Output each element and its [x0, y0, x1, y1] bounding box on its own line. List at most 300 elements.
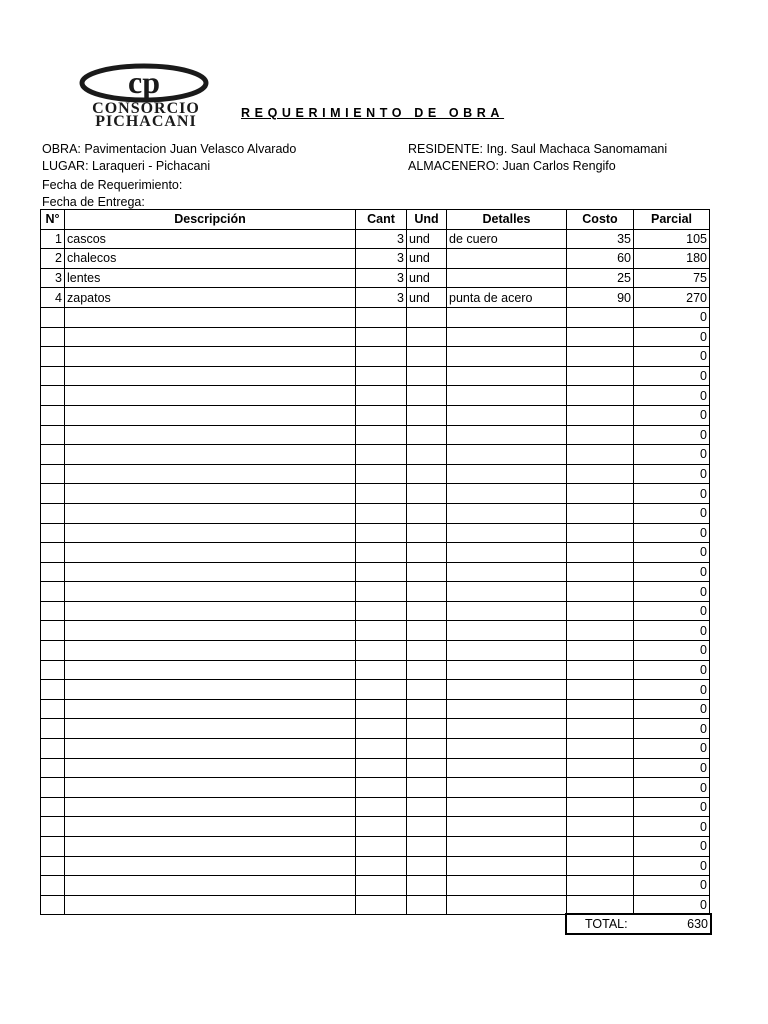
cell-costo — [567, 366, 634, 386]
cell-cant — [356, 327, 407, 347]
cell-costo — [567, 856, 634, 876]
cell-detalles — [447, 719, 567, 739]
cell-und: und — [407, 288, 447, 308]
cell-cant — [356, 484, 407, 504]
cell-costo — [567, 817, 634, 837]
cell-costo — [567, 347, 634, 367]
cell-costo — [567, 797, 634, 817]
table-row — [41, 699, 710, 719]
cell-und — [407, 758, 447, 778]
table-row — [41, 366, 710, 386]
cell-parcial: 0 — [634, 347, 710, 367]
cell-parcial: 0 — [634, 503, 710, 523]
cell-und — [407, 503, 447, 523]
cell-cant: 3 — [356, 229, 407, 249]
cell-descripcion — [65, 327, 356, 347]
cell-cant — [356, 601, 407, 621]
requirements-table — [40, 209, 710, 915]
cell-numero — [41, 425, 65, 445]
cell-costo: 35 — [567, 229, 634, 249]
cell-costo — [567, 699, 634, 719]
cell-cant — [356, 405, 407, 425]
cell-cant — [356, 660, 407, 680]
cell-detalles: punta de acero — [447, 288, 567, 308]
cell-numero: 2 — [41, 249, 65, 269]
cell-cant: 3 — [356, 288, 407, 308]
cell-descripcion — [65, 660, 356, 680]
table-row — [41, 268, 710, 288]
cell-descripcion — [65, 405, 356, 425]
cell-costo — [567, 837, 634, 857]
cell-und — [407, 582, 447, 602]
cell-und — [407, 366, 447, 386]
cell-parcial: 0 — [634, 425, 710, 445]
cell-numero — [41, 680, 65, 700]
cell-und — [407, 327, 447, 347]
cell-parcial: 0 — [634, 837, 710, 857]
cell-cant — [356, 817, 407, 837]
cell-detalles — [447, 699, 567, 719]
cell-detalles — [447, 386, 567, 406]
cell-numero — [41, 307, 65, 327]
table-row — [41, 562, 710, 582]
cell-detalles — [447, 562, 567, 582]
cell-detalles — [447, 523, 567, 543]
table-row — [41, 621, 710, 641]
cell-und — [407, 523, 447, 543]
cell-descripcion — [65, 680, 356, 700]
header-cant: Cant — [356, 210, 407, 230]
cell-descripcion — [65, 543, 356, 563]
cell-descripcion — [65, 621, 356, 641]
cell-costo — [567, 739, 634, 759]
cell-numero — [41, 366, 65, 386]
cell-costo — [567, 641, 634, 661]
cell-descripcion — [65, 817, 356, 837]
cell-costo — [567, 386, 634, 406]
total-value: 630 — [687, 917, 708, 931]
lugar-field: LUGAR: Laraqueri - Pichacani — [42, 159, 211, 173]
cell-descripcion — [65, 503, 356, 523]
cell-cant — [356, 837, 407, 857]
cell-und — [407, 778, 447, 798]
table-row — [41, 817, 710, 837]
header-und: Und — [407, 210, 447, 230]
cell-detalles: de cuero — [447, 229, 567, 249]
cell-parcial: 0 — [634, 680, 710, 700]
cell-parcial: 0 — [634, 484, 710, 504]
cell-und — [407, 719, 447, 739]
logo-mark: cp — [128, 64, 160, 100]
cell-cant — [356, 856, 407, 876]
cell-parcial: 0 — [634, 739, 710, 759]
table-row — [41, 719, 710, 739]
cell-parcial: 0 — [634, 582, 710, 602]
cell-cant — [356, 347, 407, 367]
table-row — [41, 895, 710, 915]
cell-numero — [41, 503, 65, 523]
table-row — [41, 307, 710, 327]
header-descripcion: Descripción — [65, 210, 356, 230]
table-row — [41, 425, 710, 445]
obra-field: OBRA: Pavimentacion Juan Velasco Alvarado — [42, 142, 297, 156]
cell-und — [407, 543, 447, 563]
cell-numero — [41, 347, 65, 367]
cell-numero — [41, 327, 65, 347]
cell-cant — [356, 425, 407, 445]
total-label: TOTAL: — [585, 917, 628, 931]
cell-numero: 1 — [41, 229, 65, 249]
table-row — [41, 876, 710, 896]
cell-detalles — [447, 856, 567, 876]
cell-parcial: 0 — [634, 895, 710, 915]
cell-costo — [567, 778, 634, 798]
cell-costo — [567, 543, 634, 563]
table-row — [41, 680, 710, 700]
cell-und — [407, 445, 447, 465]
cell-numero — [41, 876, 65, 896]
cell-numero — [41, 641, 65, 661]
cell-detalles — [447, 778, 567, 798]
cell-detalles — [447, 405, 567, 425]
cell-parcial: 0 — [634, 327, 710, 347]
cell-parcial: 180 — [634, 249, 710, 269]
table-row — [41, 543, 710, 563]
cell-parcial: 105 — [634, 229, 710, 249]
cell-descripcion: cascos — [65, 229, 356, 249]
cell-cant — [356, 503, 407, 523]
cell-cant — [356, 386, 407, 406]
cell-descripcion — [65, 719, 356, 739]
cell-und — [407, 660, 447, 680]
cell-detalles — [447, 876, 567, 896]
cell-costo: 90 — [567, 288, 634, 308]
cell-und: und — [407, 268, 447, 288]
cell-costo — [567, 895, 634, 915]
cell-numero — [41, 837, 65, 857]
header-parcial: Parcial — [634, 210, 710, 230]
cell-cant — [356, 739, 407, 759]
cell-detalles — [447, 484, 567, 504]
cell-numero — [41, 778, 65, 798]
table-row — [41, 288, 710, 308]
cell-detalles — [447, 739, 567, 759]
cell-descripcion — [65, 895, 356, 915]
cell-cant — [356, 445, 407, 465]
cell-detalles — [447, 895, 567, 915]
cell-parcial: 0 — [634, 758, 710, 778]
cell-und — [407, 739, 447, 759]
cell-costo — [567, 327, 634, 347]
cell-und — [407, 562, 447, 582]
cell-und — [407, 405, 447, 425]
table-row — [41, 249, 710, 269]
cell-cant: 3 — [356, 249, 407, 269]
cell-numero — [41, 523, 65, 543]
cell-cant — [356, 758, 407, 778]
almacenero-field: ALMACENERO: Juan Carlos Rengifo — [408, 159, 616, 173]
cell-und — [407, 464, 447, 484]
cell-descripcion — [65, 601, 356, 621]
table-row — [41, 386, 710, 406]
cell-und — [407, 484, 447, 504]
cell-detalles — [447, 817, 567, 837]
cell-numero — [41, 464, 65, 484]
cell-costo — [567, 562, 634, 582]
table-row — [41, 327, 710, 347]
company-logo — [62, 62, 230, 130]
cell-costo — [567, 503, 634, 523]
residente-field: RESIDENTE: Ing. Saul Machaca Sanomamani — [408, 142, 668, 156]
cell-und — [407, 641, 447, 661]
cell-parcial: 0 — [634, 641, 710, 661]
cell-cant: 3 — [356, 268, 407, 288]
cell-descripcion — [65, 307, 356, 327]
cell-descripcion — [65, 797, 356, 817]
cell-cant — [356, 523, 407, 543]
cell-descripcion — [65, 876, 356, 896]
cell-descripcion: chalecos — [65, 249, 356, 269]
cell-detalles — [447, 758, 567, 778]
cell-detalles — [447, 837, 567, 857]
table-row — [41, 464, 710, 484]
cell-cant — [356, 307, 407, 327]
table-row — [41, 641, 710, 661]
cell-costo — [567, 445, 634, 465]
logo-line1: CONSORCIO — [92, 100, 200, 117]
cell-und — [407, 307, 447, 327]
cell-costo — [567, 758, 634, 778]
cell-cant — [356, 895, 407, 915]
cell-und: und — [407, 229, 447, 249]
cell-costo — [567, 601, 634, 621]
table-row — [41, 778, 710, 798]
table-row — [41, 582, 710, 602]
cell-numero — [41, 758, 65, 778]
cell-und — [407, 895, 447, 915]
cell-costo — [567, 405, 634, 425]
cell-costo — [567, 464, 634, 484]
cell-cant — [356, 464, 407, 484]
table-row — [41, 837, 710, 857]
cell-cant — [356, 543, 407, 563]
cell-und — [407, 386, 447, 406]
cell-detalles — [447, 543, 567, 563]
table-row — [41, 660, 710, 680]
cell-detalles — [447, 797, 567, 817]
cell-costo: 60 — [567, 249, 634, 269]
cell-parcial: 0 — [634, 699, 710, 719]
header-costo: Costo — [567, 210, 634, 230]
cell-descripcion — [65, 484, 356, 504]
cell-detalles — [447, 503, 567, 523]
cell-numero — [41, 817, 65, 837]
cell-cant — [356, 562, 407, 582]
cell-detalles — [447, 249, 567, 269]
cell-parcial: 0 — [634, 445, 710, 465]
table-row — [41, 503, 710, 523]
cell-costo — [567, 719, 634, 739]
cell-descripcion — [65, 758, 356, 778]
cell-cant — [356, 582, 407, 602]
cell-cant — [356, 641, 407, 661]
table-header-row — [41, 210, 710, 230]
cell-und — [407, 856, 447, 876]
cell-descripcion — [65, 837, 356, 857]
header-numero: N° — [41, 210, 65, 230]
cell-und — [407, 797, 447, 817]
cell-descripcion: zapatos — [65, 288, 356, 308]
cell-detalles — [447, 327, 567, 347]
cell-parcial: 0 — [634, 543, 710, 563]
cell-und — [407, 347, 447, 367]
table-row — [41, 445, 710, 465]
cell-descripcion — [65, 386, 356, 406]
cell-descripcion — [65, 523, 356, 543]
cell-und — [407, 621, 447, 641]
cell-cant — [356, 699, 407, 719]
table-row — [41, 739, 710, 759]
cell-parcial: 0 — [634, 366, 710, 386]
table-row — [41, 405, 710, 425]
table-row — [41, 758, 710, 778]
cell-detalles — [447, 425, 567, 445]
cell-numero — [41, 739, 65, 759]
table-row — [41, 856, 710, 876]
cell-parcial: 0 — [634, 523, 710, 543]
cell-descripcion — [65, 778, 356, 798]
cell-numero — [41, 445, 65, 465]
fecha-requerimiento-field: Fecha de Requerimiento: — [42, 178, 183, 192]
cell-cant — [356, 621, 407, 641]
cell-detalles — [447, 582, 567, 602]
cell-numero — [41, 484, 65, 504]
cell-cant — [356, 876, 407, 896]
cell-parcial: 0 — [634, 778, 710, 798]
cell-descripcion — [65, 699, 356, 719]
cell-descripcion — [65, 739, 356, 759]
cell-parcial: 0 — [634, 817, 710, 837]
cell-costo — [567, 484, 634, 504]
logo-line2: PICHACANI — [95, 113, 197, 130]
cell-detalles — [447, 268, 567, 288]
cell-parcial: 0 — [634, 307, 710, 327]
fecha-entrega-field: Fecha de Entrega: — [42, 195, 145, 209]
cell-detalles — [447, 464, 567, 484]
cell-cant — [356, 797, 407, 817]
table-body — [41, 229, 710, 915]
cell-detalles — [447, 445, 567, 465]
cell-costo — [567, 621, 634, 641]
cell-costo: 25 — [567, 268, 634, 288]
cell-costo — [567, 307, 634, 327]
cell-und — [407, 601, 447, 621]
cell-numero: 3 — [41, 268, 65, 288]
cell-parcial: 0 — [634, 797, 710, 817]
cell-numero — [41, 660, 65, 680]
cell-numero — [41, 601, 65, 621]
cell-detalles — [447, 347, 567, 367]
cell-und — [407, 680, 447, 700]
cell-descripcion — [65, 445, 356, 465]
cell-detalles — [447, 641, 567, 661]
cell-descripcion — [65, 856, 356, 876]
cell-costo — [567, 582, 634, 602]
cell-numero — [41, 797, 65, 817]
cell-und — [407, 699, 447, 719]
cell-numero — [41, 386, 65, 406]
total-box — [565, 913, 712, 935]
cell-numero — [41, 405, 65, 425]
cell-costo — [567, 876, 634, 896]
cell-parcial: 0 — [634, 876, 710, 896]
cell-descripcion — [65, 464, 356, 484]
cell-und — [407, 817, 447, 837]
cell-parcial: 0 — [634, 856, 710, 876]
cell-numero — [41, 543, 65, 563]
cell-detalles — [447, 366, 567, 386]
cell-und — [407, 425, 447, 445]
cell-descripcion — [65, 641, 356, 661]
cell-detalles — [447, 680, 567, 700]
cell-parcial: 0 — [634, 562, 710, 582]
cell-detalles — [447, 601, 567, 621]
cell-parcial: 0 — [634, 405, 710, 425]
cell-und: und — [407, 249, 447, 269]
table-row — [41, 347, 710, 367]
cell-descripcion — [65, 562, 356, 582]
cell-numero: 4 — [41, 288, 65, 308]
table-row — [41, 601, 710, 621]
cell-costo — [567, 523, 634, 543]
cell-descripcion — [65, 582, 356, 602]
cell-costo — [567, 680, 634, 700]
cell-costo — [567, 425, 634, 445]
cell-parcial: 0 — [634, 386, 710, 406]
cell-cant — [356, 366, 407, 386]
cell-descripcion — [65, 347, 356, 367]
cell-detalles — [447, 621, 567, 641]
cell-parcial: 270 — [634, 288, 710, 308]
cell-numero — [41, 895, 65, 915]
cell-parcial: 0 — [634, 464, 710, 484]
cell-detalles — [447, 307, 567, 327]
cell-descripcion — [65, 366, 356, 386]
cell-numero — [41, 856, 65, 876]
cell-descripcion — [65, 425, 356, 445]
table-row — [41, 523, 710, 543]
cell-parcial: 75 — [634, 268, 710, 288]
cell-numero — [41, 562, 65, 582]
cell-numero — [41, 699, 65, 719]
cell-numero — [41, 582, 65, 602]
cell-parcial: 0 — [634, 621, 710, 641]
table-row — [41, 229, 710, 249]
header-detalles: Detalles — [447, 210, 567, 230]
cell-und — [407, 837, 447, 857]
cell-cant — [356, 680, 407, 700]
cell-descripcion: lentes — [65, 268, 356, 288]
cell-und — [407, 876, 447, 896]
cell-parcial: 0 — [634, 660, 710, 680]
cell-cant — [356, 719, 407, 739]
cell-parcial: 0 — [634, 601, 710, 621]
cell-numero — [41, 621, 65, 641]
table-row — [41, 484, 710, 504]
cell-parcial: 0 — [634, 719, 710, 739]
cell-numero — [41, 719, 65, 739]
cell-detalles — [447, 660, 567, 680]
